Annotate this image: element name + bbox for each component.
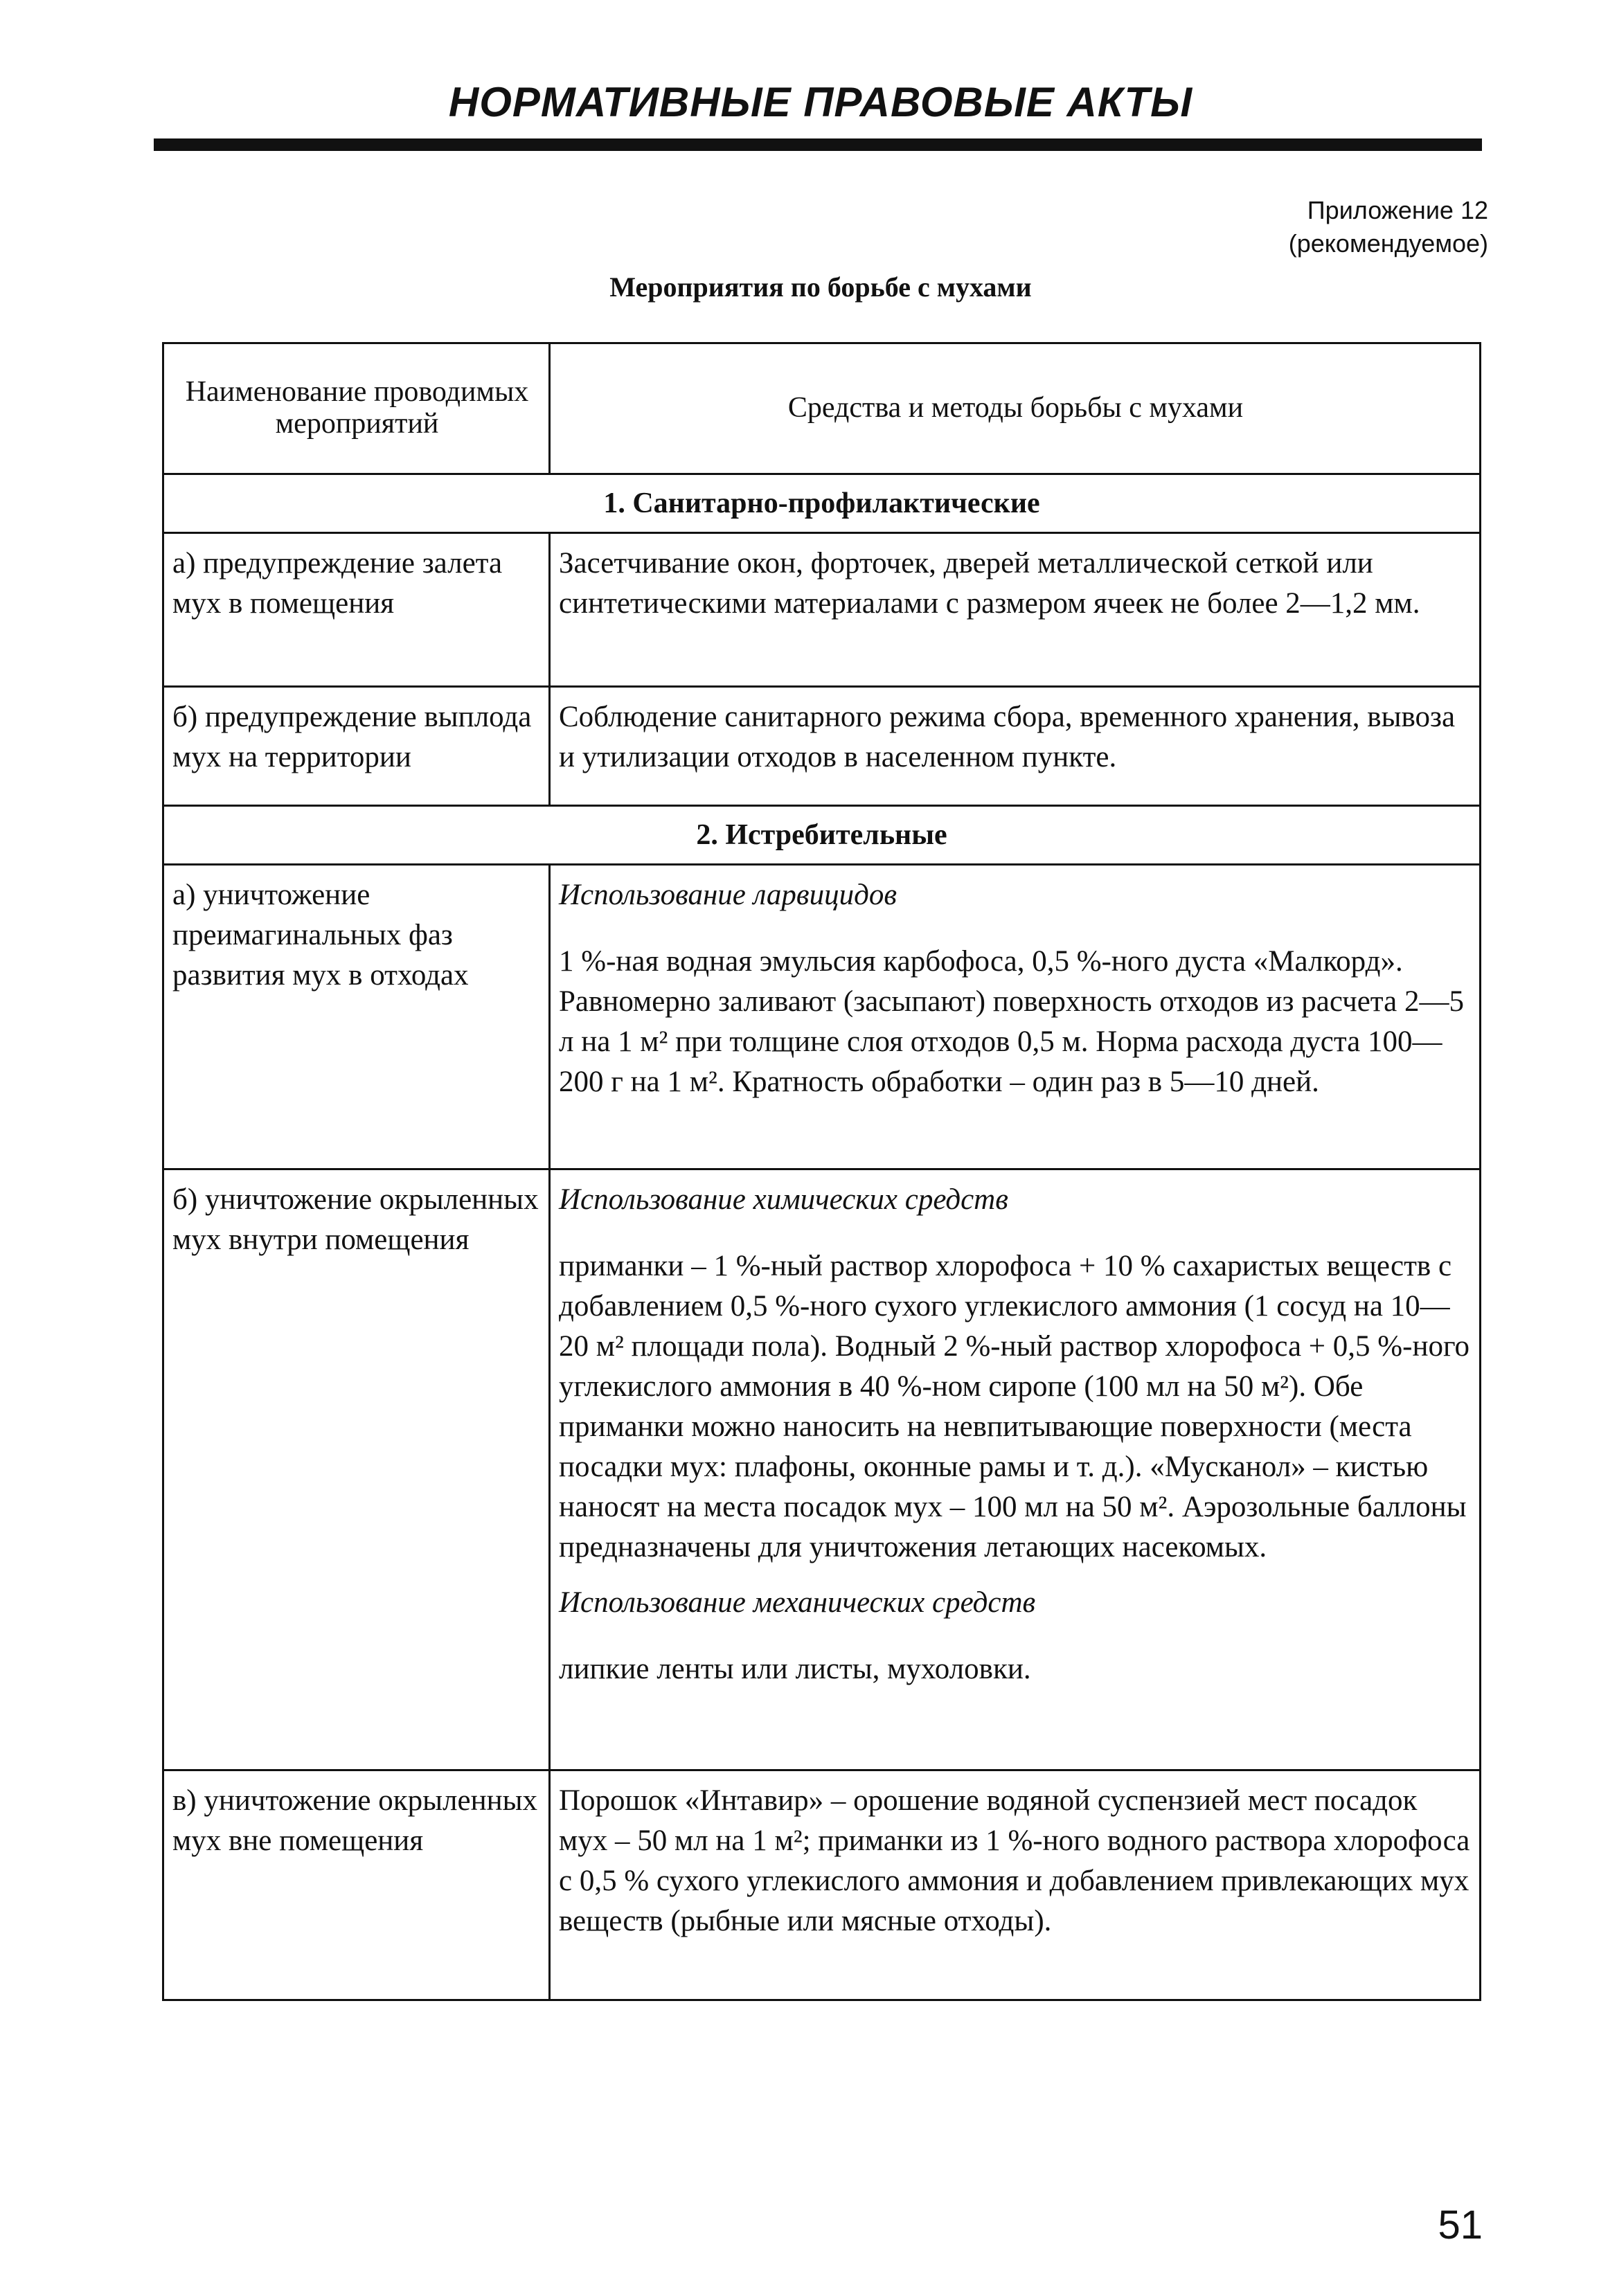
column-header-measures: Наименование проводимых мероприятий [163,343,550,474]
method-text: 1 %-ная водная эмульсия карбофоса, 0,5 %-ного дуста «Малкорд». Равномерно заливают (засыпают) поверхность отходов из расчета 2—5 л на 1 м² при толщине слоя отходов 0,5 м. Норма расхода дуста 100—200 г на 1 м². Кратность обработки – один раз в 5—10 дней. [559,945,1464,1098]
method-cell: Соблюдение санитарного режима сбора, временного хранения, вывоза и утилизации отходов в населенном пункте. [550,687,1481,806]
table-row [163,533,1481,687]
section-row [163,806,1481,865]
method-subheading: Использование химических средств [559,1183,1008,1216]
measure-cell: а) уничтожение преимагинальных фаз развития мух в отходах [163,865,550,1169]
running-header-title: НОРМАТИВНЫЕ ПРАВОВЫЕ АКТЫ [448,79,1193,125]
table-row [163,687,1481,806]
appendix-note: (рекомендуемое) [1288,229,1488,258]
method-subheading: Использование механических средств [559,1586,1036,1619]
appendix-number: Приложение 12 [1307,196,1488,224]
section-title-sanitary: 1. Санитарно-профилактические [163,474,1481,533]
method-cell: Засетчивание окон, форточек, дверей металлической сеткой или синтетическими материалами с размером ячеек не более 2—1,2 мм. [550,533,1481,687]
appendix-label-block [1289,194,1488,260]
header-rule [154,138,1482,151]
table-header-row [163,343,1481,474]
table-row [163,1169,1481,1770]
section-row [163,474,1481,533]
method-text: липкие ленты или листы, мухоловки. [559,1653,1031,1685]
table-row [163,1770,1481,2000]
method-subheading: Использование ларвицидов [559,879,897,911]
measure-cell: а) предупреждение залета мух в помещения [163,533,550,687]
measure-cell: б) предупреждение выплода мух на территории [163,687,550,806]
column-header-methods: Средства и методы борьбы с мухами [550,343,1481,474]
measures-table [162,342,1481,2001]
method-text: приманки – 1 %-ный раствор хлорофоса + 10 % сахаристых веществ с добавлением 0,5 %-ного сухого углекислого аммония (1 сосуд на 10—20 м² площади пола). Водный 2 %-ный раствор хлорофоса + 0,5 %-ного углекислого аммония в 40 %-ном сиропе (100 мл на 50 м²). Обе приманки можно наносить на невпитывающие поверхности (места посадки мух: плафоны, оконные рамы и т. д.). «Мусканол» – кистью наносят на места посадок мух – 100 мл на 50 м². Аэрозольные баллоны предназначены для уничтожения летающих насекомых. [559,1250,1470,1563]
measure-cell: в) уничтожение окрыленных мух вне помещения [163,1770,550,2000]
method-cell [550,865,1481,1169]
section-title-extermination: 2. Истребительные [163,806,1481,865]
method-cell [550,1169,1481,1770]
page-number: 51 [1438,2203,1483,2248]
method-cell: Порошок «Интавир» – орошение водяной суспензией мест посадок мух – 50 мл на 1 м²; приманки из 1 %-ного водного раствора хлорофоса с 0,5 % сухого углекислого аммония и добавлением привлекающих мух веществ (рыбные или мясные отходы). [550,1770,1481,2000]
document-title: Мероприятия по борьбе с мухами [609,271,1032,303]
table-row [163,865,1481,1169]
measure-cell: б) уничтожение окрыленных мух внутри помещения [163,1169,550,1770]
